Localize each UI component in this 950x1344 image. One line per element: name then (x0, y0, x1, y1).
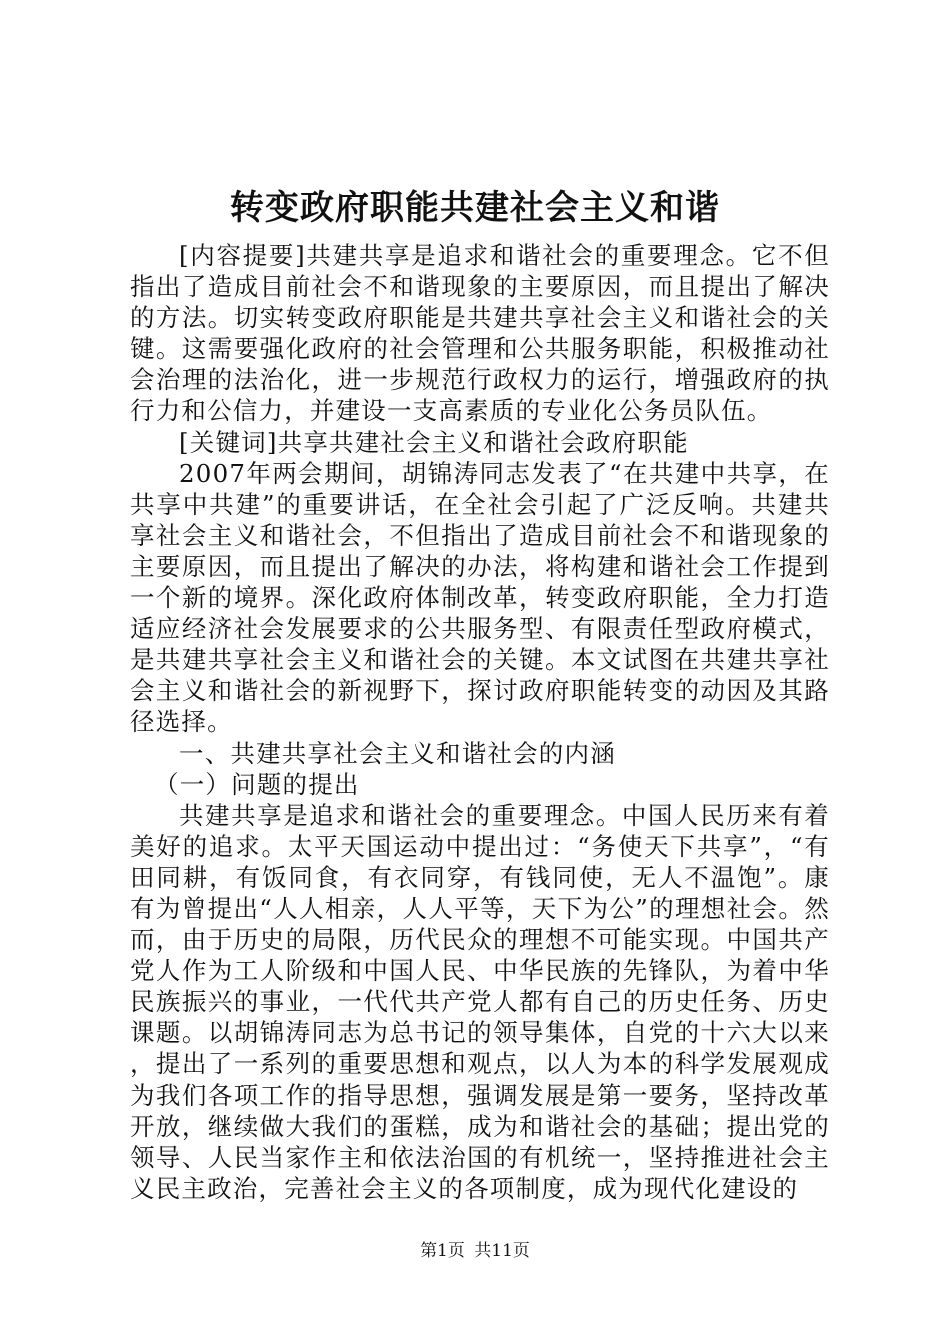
page-number: 第1页 (420, 1241, 465, 1261)
abstract-paragraph: [内容提要]共建共享是追求和谐社会的重要理念。它不但指出了造成目前社会不和谐现象的主要原因，而且提出了解决的方法。切实转变政府职能是共建共享社会主义和谐社会的关键。这需要强化政府的社会管理和公共服务职能，积极推动社会治理的法治化，进一步规范行政权力的运行，增强政府的执行力和公信力，并建设一支高素质的专业化公务员队伍。 (130, 241, 830, 426)
subsection-heading: （一）问题的提出 (154, 769, 360, 799)
keywords-paragraph: [关键词]共享共建社会主义和谐社会政府职能 (179, 427, 689, 457)
body-paragraph: 共建共享是追求和谐社会的重要理念。中国人民历来有着美好的追求。太平天国运动中提出过：“务使天下共享”，“有田同耕，有饭同食，有衣同穿，有钱同使，无人不温饱”。康有为曾提出“人人相亲，人人平等，天下为公”的理想社会。然而，由于历史的局限，历代民众的理想不可能实现。中国共产党人作为工人阶级和中国人民、中华民族的先锋队，为着中华民族振兴的事业，一代代共产党人都有自己的历史任务、历史课题。以胡锦涛同志为总书记的领导集体，自党的十六大以来，提出了一系列的重要思想和观点，以人为本的科学发展观成为我们各项工作的指导思想，强调发展是第一要务，坚持改革开放，继续做大我们的蛋糕，成为和谐社会的基础；提出党的领导、人民当家作主和依法治国的有机统一，坚持推进社会主义民主政治，完善社会主义的各项制度，成为现代化建设的 (130, 800, 830, 1203)
section-heading: 一、共建共享社会主义和谐社会的内涵 (179, 738, 616, 768)
page-total: 共11页 (474, 1241, 530, 1261)
document-title: 转变政府职能共建社会主义和谐 (230, 188, 720, 228)
page-footer (0, 1240, 950, 1262)
intro-paragraph: 2007年两会期间，胡锦涛同志发表了“在共建中共享，在共享中共建”的重要讲话，在全社会引起了广泛反响。共建共享社会主义和谐社会，不但指出了造成目前社会不和谐现象的主要原因，而且提出了解决的办法，将构建和谐社会工作提到一个新的境界。深化政府体制改革，转变政府职能，全力打造适应经济社会发展要求的公共服务型、有限责任型政府模式，是共建共享社会主义和谐社会的关键。本文试图在共建共享社会主义和谐社会的新视野下，探讨政府职能转变的动因及其路径选择。 (130, 458, 830, 737)
document-body (130, 240, 830, 1204)
